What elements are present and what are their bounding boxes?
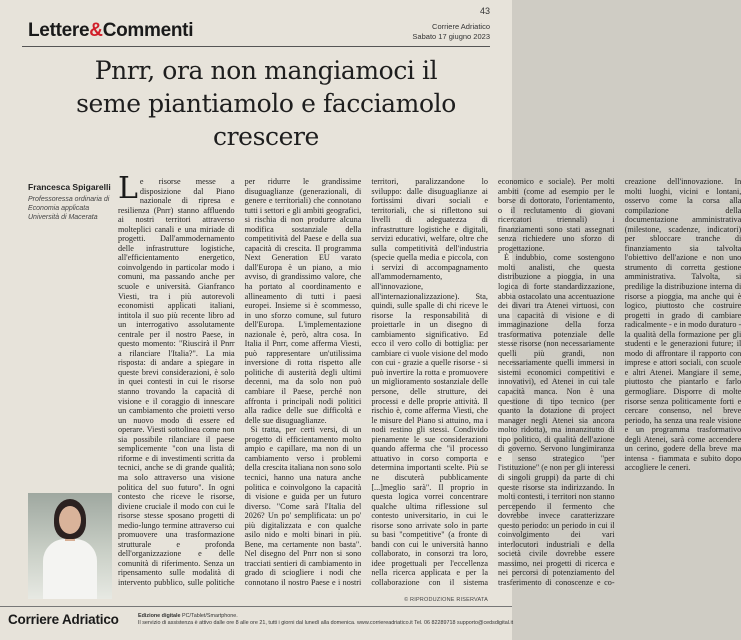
- header-divider: [22, 46, 490, 47]
- copyright-notice: © RIPRODUZIONE RISERVATA: [404, 597, 488, 603]
- article-paragraph-text: e risorse messe a disposizione dal Piano nazionale di ripresa e resilienza (Pnrr) stanno affluendo ai nostri territori attraverso molteplici canali e una miriade di progetti. Dall'ammodernamento delle infrastrutture logistiche, all'efficientamento energetico, coinvolgendo in particolar modo i comuni, ma passando anche per scuole e università. Gianfranco Viesti, tra i più autorevoli economisti applicati italiani, intitola il suo più recente libro ad un interrogativo assolutamente centrale per il nostro Paese, in questo momento: "Riuscirà il Pnrr a rilanciare l'Italia?". La mia risposta: di andare a spiegare in queste brevi considerazioni, è solo in quei contesti in cui le risorse stanno trovando la capacità di visione e il coraggio di innescare un cambiamento che proietti verso un nuovo modo di essere ed operare. Viesti sottolinea come non sia possibile rilanciare il paese semplicemente "con una lista di riforme e di investimenti scritta da tecnici, anche se di grande qualità; ma solo attraverso una visione politica del suo futuro". In ogni contesto che riceve le risorse, diviene cruciale il modo con cui le risorse stesse sposano progetti di medio-lungo termine attraverso cui promuovere una trasformazione strutturale e profonda dell'organizzazione e delle comunità di riferimento. Senza un ripensamento sulle modalità di intervento pubblico, sulle politiche per ridurre le grandissime disuguaglianze (generazionali, di genere e territoriali) che connotano tutti i settori e gli ambiti geografici, si rischia di non produrre alcuna modifica sostanziale della competitività del Paese e della sua capacità di crescita. Il programma Next Generation EU varato dall'Europa è un piano, a mio avviso, di grandissimo valore, che ha portato al coordinamento e allineamento di tutti i paesi europei. Insieme si è scommesso, in uno sforzo comune, sul futuro dell'Europa. L'implementazione nazionale è, però, altra cosa. In Italia il Pnrr, come afferma Viesti, può rappresentare un'utilissima inversione di rotta rispetto alle politiche di austerità degli ultimi decenni, ma da solo non può cambiare il Paese, perché non affronta i principali nodi politici alla radice delle sue difficoltà e delle sue disuguaglianze.: [118, 177, 362, 587]
- masthead-small: [412, 22, 490, 42]
- footer-divider: [0, 606, 512, 607]
- rubric-lettere: Lettere: [28, 20, 90, 41]
- photo-figure-face: [59, 506, 81, 534]
- footer-support: Il servizio di assistenza è attivo dalle ore 8 alle ore 21, tutti i giorni dal lunedì alla domenica. www.corriereadriatico.it Tel. 06 82289718 supporto@cedsdigital.it: [138, 620, 514, 626]
- rubric-ampersand: &: [89, 20, 103, 41]
- drop-cap: L: [118, 171, 138, 206]
- photo-figure-body: [43, 539, 97, 599]
- article-body: [118, 171, 741, 592]
- footer-digital-edition: Edizione digitale: [138, 613, 181, 619]
- article-paragraph: Si tratta, per certi versi, di un progetto di efficientamento molto ampio e capillare, ma non di un cambiamento verso i problemi della crescita italiana non sono solo tecnici, hanno una natura anche politica e coinvolgono la capacità di visione e guida per un futuro diverso. "Come sarà l'Italia del 2026? Un po' semplificata: un po' più digitalizzata e con qualche asilo nido e molti binari in più. Bene, ma certamente non basta". Nel disegno del Pnrr non si sono tracciati sentieri di cambiamento in grado di sciogliere i nodi che connotano il nostro Paese e i nostri territori, paralizzandone lo sviluppo: dalle disuguaglianze ai fortissimi divari sociali e territoriali, che si riflettono sui livelli di adeguatezza di infrastrutture logistiche e digitali, servizi educativi, welfare, oltre che sulla competitività dell'industria (specie quella media e piccola, con i servizi di accompagnamento all'ammodernamento, all'innovazione, all'internazionalizzazione). Sta, quindi, sulle spalle di chi riceve le risorse la responsabilità di proiettarle in un disegno di cambiamento significativo. Ed ecco il vero collo di bottiglia: per cambiare ci vuole visione del modo con cui - grazie a quelle risorse - si può invertire la rotta e promuovere un miglioramento sostanziale delle persone, delle strutture, dei processi e delle proprie attività. Il rischio è, come afferma Viesti, che le misure del Piano si attuino, ma i nodi restino gli stessi. Condivido pienamente le sue considerazioni quando afferma che "il processo attuativo in corso comporta e determina importanti scelte. Più se ne discuterà pubblicamente [...]meglio sarà". Il proprio in questa logica vorrei concentrare qualche ultima riflessione sul contesto universitario, in cui le risorse sono arrivate solo in parte su basi "competitive" (a fronte di bandi con cui le università hanno collaborato, in consorzi tra loro, idee progettuali per l'eccellenza nella ricerca applicata e per la collaborazione con il sistema economico e sociale). Per molti ambiti (come ad esempio per le borse di dottorato, l'orientamento, o il reclutamento di giovani ricercatori triennali) i finanziamenti sono stati assegnati senza richiedere uno sforzo di progettazione.: [244, 177, 615, 587]
- masthead-date: Sabato 17 giugno 2023: [412, 32, 490, 41]
- author-role: Professoressa ordinaria di Economia applicata Università di Macerata: [28, 196, 110, 221]
- author-byline: [28, 182, 118, 222]
- author-photo: [28, 493, 112, 599]
- masthead-name: Corriere Adriatico: [432, 22, 490, 31]
- footer-devices: PC/Tablet/Smartphone.: [182, 613, 238, 619]
- article-headline: Pnrr, ora non mangiamoci il seme piantiamolo e facciamolo crescere: [76, 56, 456, 151]
- author-name: Francesca Spigarelli: [28, 182, 111, 192]
- section-rubric: [28, 20, 193, 42]
- page-number: 43: [479, 6, 490, 16]
- footer-info: [138, 613, 514, 627]
- rubric-commenti: Commenti: [102, 20, 194, 41]
- footer-brand: Corriere Adriatico: [8, 612, 119, 627]
- article-paragraph: È indubbio, come sostengono molti analisti, che questa distribuzione a pioggia, in una logica di forte standardizzazione, abbia ostacolato una accentuazione dei divari tra Atenei virtuosi, con una capacità di visione e di immaginazione della forza trasformativa potenziale delle stesse risorse (non necessariamente quelli più grandi, non necessariamente quelli immersi in sistemi economici competitivi e innovativi), ed Atenei in cui tale capacità manca. Non è una questione di tipo tecnico (per quanto la dotazione di project manager negli Atenei sia ancora molto ridotta), ma innanzitutto di tipo politico, di qualità dell'azione di governo. Servono lungimiranza e senso strategico "per l'istituzione" (e non per gli interessi di singoli gruppi) da parte di chi queste risorse sta indirizzando. In molti contesti, i territori non stanno percependo il fermento che dovrebbe invece caratterizzare questo periodo: un periodo in cui il coinvolgimento dei vari interlocutori industriali e della società civile dovrebbe essere massimo, nei progetti di ricerca e nei percorsi di potenziamento del trasferimento di conoscenze e co-creazione dell'innovazione. In molti luoghi, vicini e lontani, osservo come la corsa alla compilazione della documentazione amministrativa (milestone, scadenze, indicatori) per sbloccare tranche di finanziamento sia talvolta l'obiettivo dell'azione e non uno strumento di corretta gestione amministrativa. Talvolta, si predilige la distribuzione interna di risorse a pioggia, ma anche qui è logico, piuttosto che costruire progetti in grado di cambiare radicalmente - e in modo duraturo - la qualità della formazione per gli studenti e le generazioni future; il modo di affrontare il rapporto con imprese e attori sociali, con scuole e altri Atenei. Mangiare il seme, piuttosto che piantarlo e farlo germogliare. Disporre di molte risorse senza politicamente forti e cercare consenso, nel breve periodo, ha senza una reale visione e un programma trasformativo degli Atenei, sarà come accendere un cerino, godere della breve ma intensa - fiammata e subito dopo accogliere le ceneri.: [497, 177, 741, 587]
